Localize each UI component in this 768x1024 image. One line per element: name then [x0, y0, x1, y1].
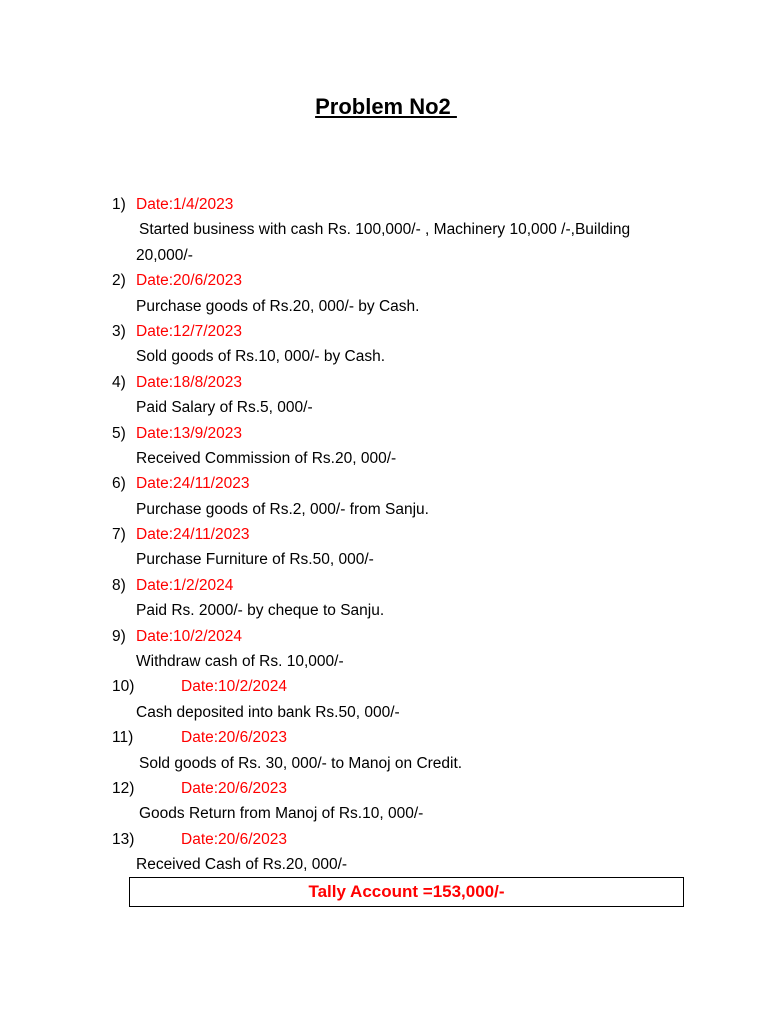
list-item	[0, 268, 768, 319]
item-date: Date:12/7/2023	[136, 322, 243, 340]
item-description: Withdraw cash of Rs. 10,000/-	[136, 653, 344, 671]
item-number: 1)	[112, 196, 126, 213]
list-item	[0, 421, 768, 472]
item-description: Sold goods of Rs.10, 000/- by Cash.	[136, 348, 386, 366]
item-description: Received Cash of Rs.20, 000/-	[136, 856, 348, 874]
item-description: Purchase goods of Rs.2, 000/- from Sanju.	[136, 500, 429, 518]
item-date: Date:18/8/2023	[136, 373, 243, 391]
item-description: Goods Return from Manoj of Rs.10, 000/-	[139, 805, 424, 823]
item-description: Paid Salary of Rs.5, 000/-	[136, 399, 313, 417]
list-item	[0, 192, 768, 268]
item-number: 5)	[112, 424, 126, 442]
page-title: Problem No2	[315, 94, 457, 119]
item-date: Date:24/11/2023	[136, 475, 250, 493]
item-date: Date:1/2/2024	[136, 576, 234, 594]
list-item	[0, 827, 768, 878]
list-item	[0, 674, 768, 725]
item-date: Date:10/2/2024	[181, 678, 288, 696]
item-description: Started business with cash Rs. 100,000/- , Machinery 10,000 /-,Building	[139, 221, 631, 239]
item-number: 9)	[112, 627, 126, 645]
tally-account-box: Tally Account =153,000/-	[129, 877, 684, 907]
item-date: Date:20/6/2023	[181, 779, 288, 797]
item-number: 8)	[112, 576, 126, 594]
list-item	[0, 522, 768, 573]
transaction-list	[0, 192, 768, 878]
list-item	[0, 776, 768, 827]
list-item	[0, 573, 768, 624]
item-description-continued: 20,000/-	[136, 246, 193, 264]
item-date: Date:13/9/2023	[136, 424, 243, 442]
item-description: Purchase Furniture of Rs.50, 000/-	[136, 551, 374, 569]
item-number: 12)	[112, 779, 135, 797]
item-number: 11)	[112, 729, 134, 747]
item-description: Sold goods of Rs. 30, 000/- to Manoj on Credit.	[139, 754, 463, 772]
item-number: 7)	[112, 526, 126, 544]
item-date: Date:24/11/2023	[136, 526, 250, 544]
item-date: Date:20/6/2023	[181, 830, 288, 848]
item-number: 6)	[112, 475, 126, 493]
item-number: 10)	[112, 678, 135, 696]
item-date: Date:20/6/2023	[136, 272, 243, 290]
item-description: Cash deposited into bank Rs.50, 000/-	[136, 703, 400, 721]
list-item	[0, 319, 768, 370]
item-date: Date:20/6/2023	[181, 729, 288, 747]
list-item	[0, 471, 768, 522]
list-item	[0, 624, 768, 675]
list-item	[0, 370, 768, 421]
item-description: Paid Rs. 2000/- by cheque to Sanju.	[136, 602, 385, 620]
item-description: Purchase goods of Rs.20, 000/- by Cash.	[136, 297, 420, 315]
list-item	[0, 725, 768, 776]
item-description: Received Commission of Rs.20, 000/-	[136, 449, 397, 467]
item-number: 13)	[112, 830, 135, 848]
item-number: 4)	[112, 373, 126, 391]
item-number: 2)	[112, 272, 126, 290]
item-number: 3)	[112, 322, 126, 340]
item-date: Date:10/2/2024	[136, 627, 243, 645]
item-date: Date:1/4/2023	[136, 196, 234, 213]
